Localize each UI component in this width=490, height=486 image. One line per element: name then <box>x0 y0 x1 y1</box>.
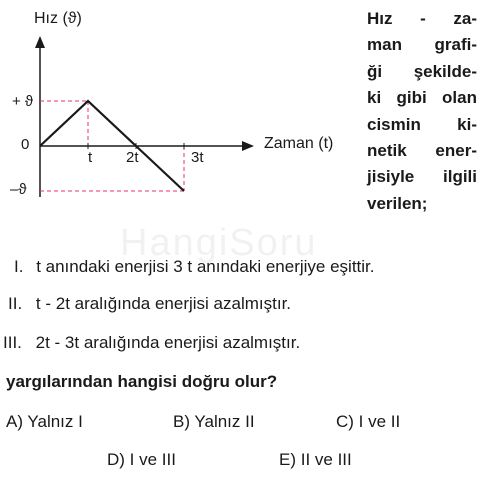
y-axis-label: Hız (ϑ) <box>34 10 82 27</box>
question-line: Hız - za- <box>367 9 477 28</box>
velocity-time-graph <box>0 0 360 210</box>
y-tick-minus-v: –ϑ <box>10 181 27 198</box>
question-line: man grafi- <box>367 35 477 55</box>
option-a[interactable]: A) Yalnız I <box>6 412 83 431</box>
question-stem <box>367 6 477 217</box>
question-line: ki gibi olan <box>367 88 477 108</box>
statement-number: II. <box>8 294 23 313</box>
question-line: netik ener- <box>367 141 477 161</box>
x-tick-t: t <box>88 149 93 166</box>
question-line: ği şekilde- <box>367 61 477 81</box>
question-line: jisiyle ilgili <box>367 167 477 187</box>
statement-text: t - 2t aralığında enerjisi azalmıştır. <box>35 294 292 313</box>
statement-number: III. <box>3 333 22 352</box>
statement-text: 2t - 3t aralığında enerjisi azalmıştır. <box>35 333 301 352</box>
y-tick-plus-v: + ϑ <box>12 93 34 110</box>
x-axis-label: Zaman (t) <box>264 135 334 152</box>
y-tick-zero: 0 <box>21 136 30 153</box>
x-tick-2t: 2t <box>126 149 139 166</box>
question-line: verilen; <box>367 193 428 213</box>
statement-3 <box>3 333 300 353</box>
statement-1 <box>14 257 375 277</box>
option-b[interactable]: B) Yalnız II <box>173 412 255 431</box>
x-tick-3t: 3t <box>191 149 204 166</box>
watermark: HangiSoru <box>120 222 318 264</box>
statement-number: I. <box>14 257 24 276</box>
statement-text: t anındaki enerjisi 3 t anındaki enerjiye eşittir. <box>36 257 375 276</box>
option-e[interactable]: E) II ve III <box>279 450 352 469</box>
option-c[interactable]: C) I ve II <box>336 412 401 431</box>
y-axis-arrow-icon <box>35 36 45 48</box>
question-prompt: yargılarından hangisi doğru olur? <box>6 372 278 391</box>
statement-2 <box>8 294 291 314</box>
question-line: cismin ki- <box>367 114 477 134</box>
x-axis-arrow-icon <box>242 141 254 151</box>
option-d[interactable]: D) I ve III <box>107 450 176 469</box>
